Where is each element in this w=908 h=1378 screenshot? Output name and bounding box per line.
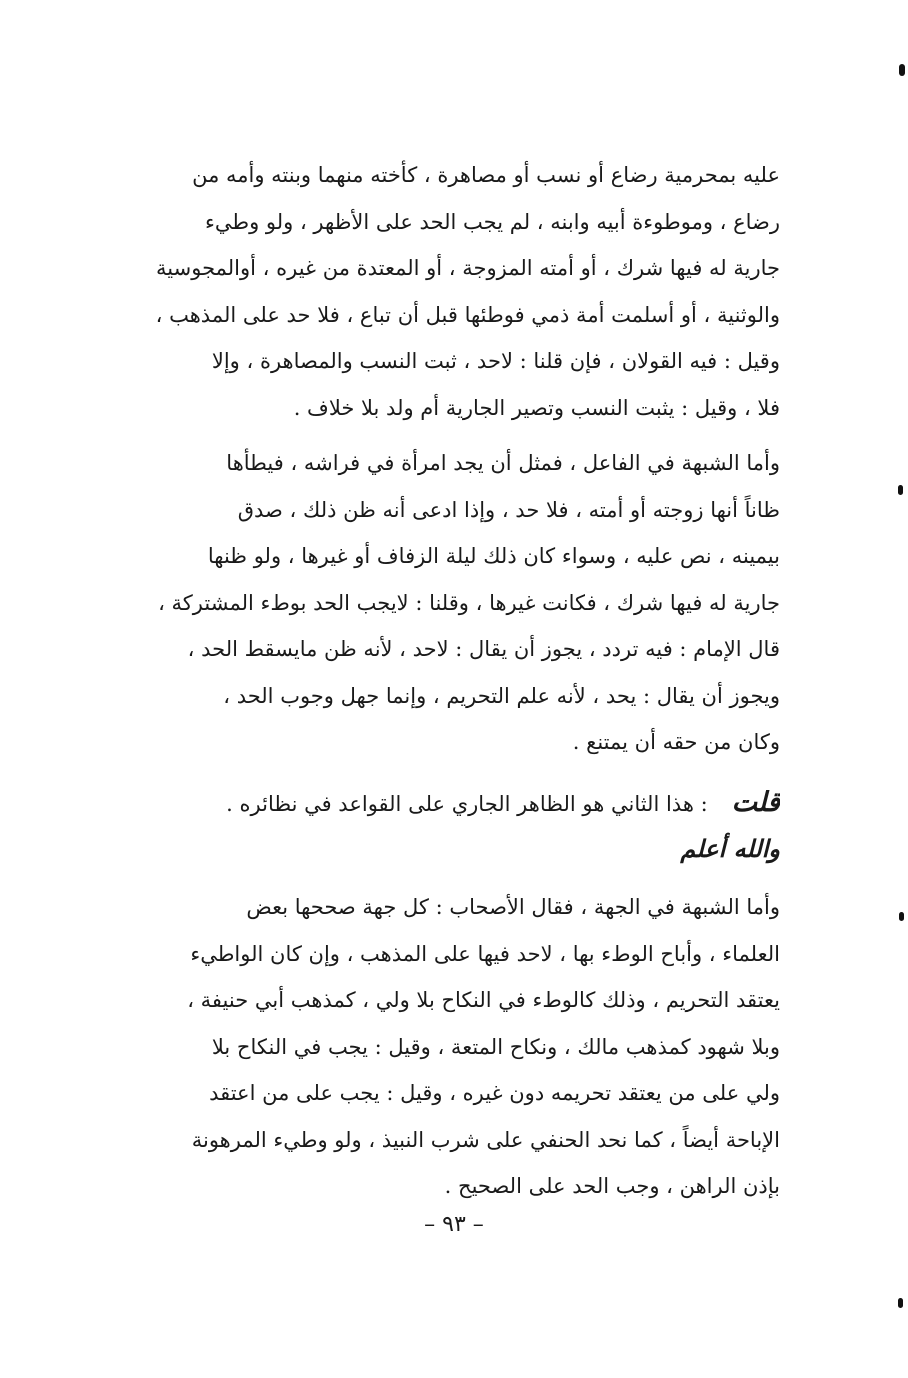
qult-label: قلت: [731, 787, 780, 818]
text-line: : هذا الثاني هو الظاهر الجاري على القواعد في نظائره .: [226, 792, 708, 816]
scan-margin-mark: [899, 64, 905, 76]
paragraph-3: [135, 780, 780, 827]
text-line: الإباحة أيضاً ، كما نحد الحنفي على شرب النبيذ ، ولو وطيء المرهونة: [191, 1127, 780, 1152]
text-line: ولي على من يعتقد تحريمه دون غيره ، وقيل : يجب على من اعتقد: [209, 1081, 780, 1105]
paragraph-2: [135, 440, 780, 766]
text-line: بيمينه ، نص عليه ، وسواء كان ذلك ليلة الزفاف أو غيرها ، ولو ظنها: [207, 544, 780, 568]
paragraph-4: [135, 884, 780, 1210]
text-line: يعتقد التحريم ، وذلك كالوطء في النكاح بلا ولي ، كمذهب أبي حنيفة ،: [187, 988, 780, 1012]
scan-margin-mark: [898, 1298, 903, 1308]
text-line: بإذن الراهن ، وجب الحد على الصحيح .: [444, 1174, 780, 1198]
text-line: العلماء ، وأباح الوطء بها ، لاحد فيها على المذهب ، وإن كان الواطيء: [190, 941, 780, 966]
text-line: وأما الشبهة في الجهة ، فقال الأصحاب : كل جهة صححها بعض: [246, 895, 780, 919]
text-line: قال الإمام : فيه تردد ، يجوز أن يقال : لاحد ، لأنه ظن مايسقط الحد ،: [187, 637, 780, 661]
closing-phrase: والله أعلم: [680, 834, 780, 863]
qult-line: [135, 780, 780, 827]
text-line: وكان من حقه أن يمتنع .: [572, 730, 780, 754]
text-line: وأما الشبهة في الفاعل ، فمثل أن يجد امرأة في فراشه ، فيطأها: [226, 451, 780, 475]
text-line: وقيل : فيه القولان ، فإن قلنا : لاحد ، ثبت النسب والمصاهرة ، وإلا: [211, 349, 780, 373]
text-line: جارية له فيها شرك ، فكانت غيرها ، وقلنا : لايجب الحد بوطء المشتركة ،: [158, 590, 780, 615]
scan-margin-mark: [898, 485, 903, 495]
text-line: ظاناً أنها زوجته أو أمته ، فلا حد ، وإذا ادعى أنه ظن ذلك ، صدق: [237, 497, 780, 522]
text-line: والوثنية ، أو أسلمت أمة ذمي فوطئها قبل أن تباع ، فلا حد على المذهب ،: [155, 302, 780, 327]
text-line: عليه بمحرمية رضاع أو نسب أو مصاهرة ، كأخته منهما وبنته وأمه من: [192, 163, 780, 187]
paragraph-1: [135, 152, 780, 431]
text-line: ويجوز أن يقال : يحد ، لأنه علم التحريم ، وإنما جهل وجوب الحد ،: [223, 683, 780, 708]
text-line: فلا ، وقيل : يثبت النسب وتصير الجارية أم ولد بلا خلاف .: [293, 395, 780, 420]
page-number: – ٩٣ –: [424, 1212, 484, 1237]
text-line: رضاع ، وموطوءة أبيه وابنه ، لم يجب الحد على الأظهر ، ولو وطيء: [205, 209, 780, 234]
text-line: وبلا شهود كمذهب مالك ، ونكاح المتعة ، وقيل : يجب في النكاح بلا: [211, 1034, 780, 1059]
text-line: جارية له فيها شرك ، أو أمته المزوجة ، أو المعتدة من غيره ، أوالمجوسية: [156, 256, 780, 280]
scan-margin-mark: [899, 912, 904, 921]
